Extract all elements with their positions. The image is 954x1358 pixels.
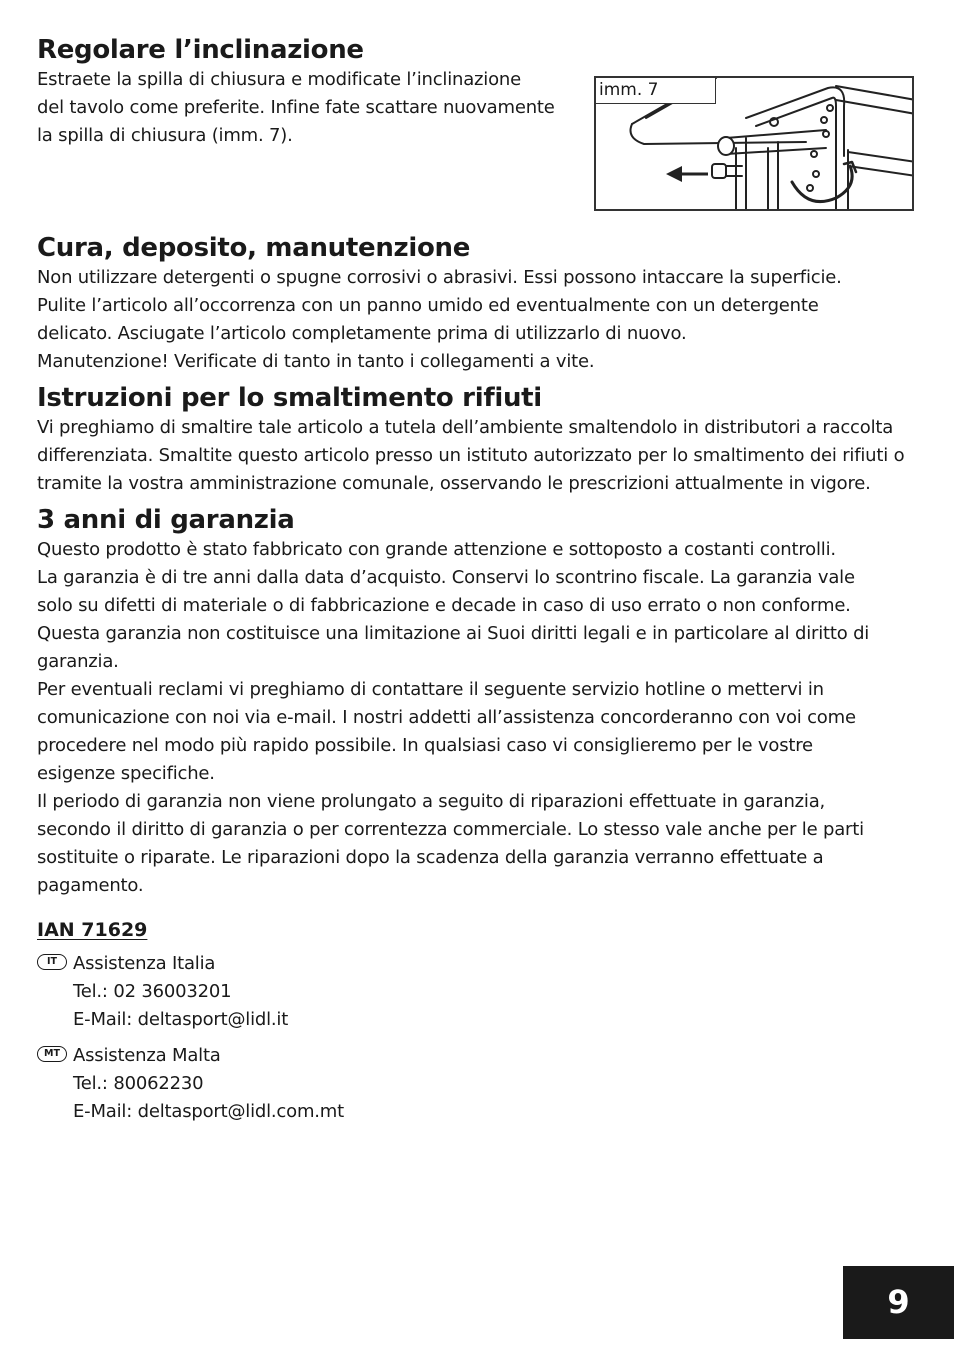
text-line: solo su difetti di materiale o di fabbricazione e decade in caso di uso errato o non conforme.: [37, 595, 851, 616]
text-line: esigenze specifiche.: [37, 763, 215, 784]
section-warranty: [37, 504, 917, 900]
contact-email: E-Mail: deltasport@lidl.com.mt: [73, 1101, 344, 1122]
section-warranty-title: 3 anni di garanzia: [37, 505, 295, 535]
text-line: comunicazione con noi via e-mail. I nostri addetti all’assistenza concorderanno con voi come: [37, 707, 856, 728]
text-line: La garanzia è di tre anni dalla data d’acquisto. Conservi lo scontrino fiscale. La garanzia vale: [37, 567, 855, 588]
section-disposal: [37, 382, 917, 498]
text-line: del tavolo come preferite. Infine fate scattare nuovamente: [37, 97, 555, 118]
contact-tel: Tel.: 02 36003201: [73, 981, 232, 1002]
section-tilt-text: [37, 34, 572, 150]
text-line: garanzia.: [37, 651, 119, 672]
ian-number: IAN 71629: [37, 919, 148, 941]
country-badge-it: IT: [37, 954, 67, 970]
figure-imm-7: [594, 76, 914, 211]
text-line: Vi preghiamo di smaltire tale articolo a tutela dell’ambiente smaltendolo in distributori a raccolta: [37, 417, 894, 438]
page-number: 9: [843, 1266, 954, 1339]
text-line: Il periodo di garanzia non viene prolungato a seguito di riparazioni effettuate in garanzia,: [37, 791, 826, 812]
text-line: pagamento.: [37, 875, 144, 896]
contact-name: Assistenza Italia: [73, 953, 216, 974]
country-badge-mt: MT: [37, 1046, 67, 1062]
figure-label: imm. 7: [596, 78, 716, 104]
text-line: procedere nel modo più rapido possibile. In qualsiasi caso vi consiglieremo per le vostre: [37, 735, 813, 756]
section-tilt-title: Regolare l’inclinazione: [37, 35, 364, 65]
page-content: [37, 30, 917, 1126]
text-line: la spilla di chiusura (imm. 7).: [37, 125, 293, 146]
text-line: Questo prodotto è stato fabbricato con grande attenzione e sottoposto a costanti controlli.: [37, 539, 836, 560]
text-line: sostituite o riparate. Le riparazioni dopo la scadenza della garanzia verranno effettuate a: [37, 847, 824, 868]
text-line: secondo il diritto di garanzia o per correntezza commerciale. Lo stesso vale anche per le parti: [37, 819, 864, 840]
contact-italy: [37, 950, 917, 1034]
contact-tel: Tel.: 80062230: [73, 1073, 204, 1094]
text-line: Pulite l’articolo all’occorrenza con un panno umido ed eventualmente con un detergente: [37, 295, 819, 316]
section-disposal-title: Istruzioni per lo smaltimento rifiuti: [37, 383, 542, 413]
text-line: Non utilizzare detergenti o spugne corrosivi o abrasivi. Essi possono intaccare la superficie.: [37, 267, 842, 288]
contact-name: Assistenza Malta: [73, 1045, 221, 1066]
section-care-title: Cura, deposito, manutenzione: [37, 233, 471, 263]
contact-email: E-Mail: deltasport@lidl.it: [73, 1009, 289, 1030]
section-tilt: [37, 34, 917, 226]
text-line: tramite la vostra amministrazione comunale, osservando le prescrizioni attualmente in vigore.: [37, 473, 871, 494]
text-line: Questa garanzia non costituisce una limitazione ai Suoi diritti legali e in particolare al diritto di: [37, 623, 870, 644]
text-line: differenziata. Smaltite questo articolo presso un istituto autorizzato per lo smaltimento dei rifiuti o: [37, 445, 905, 466]
text-line: Estraete la spilla di chiusura e modificate l’inclinazione: [37, 69, 521, 90]
contact-malta: [37, 1042, 917, 1126]
text-line: Manutenzione! Verificate di tanto in tanto i collegamenti a vite.: [37, 351, 595, 372]
text-line: delicato. Asciugate l’articolo completamente prima di utilizzarlo di nuovo.: [37, 323, 687, 344]
section-care: [37, 232, 917, 376]
text-line: Per eventuali reclami vi preghiamo di contattare il seguente servizio hotline o mettervi in: [37, 679, 824, 700]
